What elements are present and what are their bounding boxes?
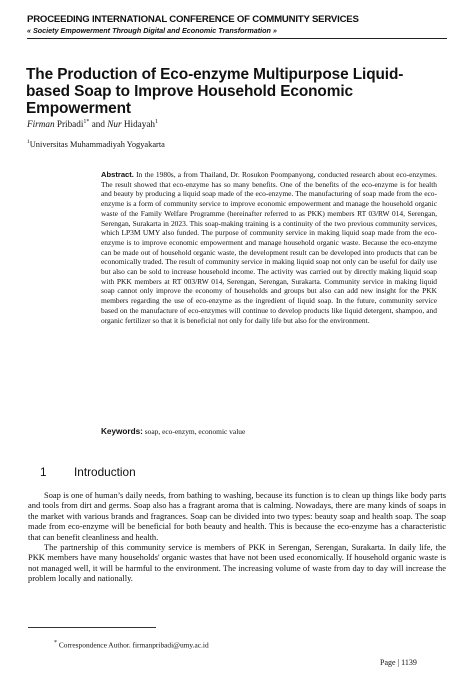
author-1-first-name: Firman (27, 119, 55, 130)
author-1-marker: 1* (83, 119, 90, 125)
footnote (54, 640, 209, 649)
author-1-last-name: Pribadi (54, 119, 84, 130)
keywords-text: soap, eco-enzym, economic value (142, 427, 246, 436)
body-paragraph: Soap is one of human’s daily needs, from bathing to washing, because its function is to clean up things like body parts and tools from dirt and germs. Soap also has a fragrant aroma that is calming. Nowadays, there are many kinds of soaps in the market with various brands and fragrances. Soap can be divided into two types: beauty soap and health soap. The soap made from eco-enzyme will be beneficial for both beauty and health. This is because the eco-enzyme has a characteristic that can benefit cleanliness and health. (28, 490, 446, 542)
section-number: 1 (40, 465, 47, 479)
author-2-marker: 1 (155, 119, 158, 125)
footnote-text: Correspondence Author. firmanpribadi@umy.ac.id (57, 640, 209, 650)
affiliation (27, 139, 165, 149)
section-body (28, 490, 446, 584)
footnote-marker: * (54, 640, 57, 646)
conference-title: PROCEEDING INTERNATIONAL CONFERENCE OF COMMUNITY SERVICES (27, 14, 359, 25)
conference-tagline: « Society Empowerment Through Digital and Economic Transformation » (27, 26, 277, 35)
abstract-block (101, 170, 437, 325)
keywords-label: Keywords: (101, 427, 143, 436)
section-title: Introduction (74, 465, 136, 479)
paper-title: The Production of Eco-enzyme Multipurpose Liquid-based Soap to Improve Household Economic Empowerment (26, 66, 404, 117)
footnote-divider (28, 627, 156, 628)
author-2-first-name: Nur (107, 119, 122, 130)
keywords-line (101, 427, 245, 436)
author-line (27, 119, 158, 129)
abstract-label: Abstract. (101, 170, 134, 179)
author-conjunction: and (89, 119, 108, 130)
page-number: Page | 1139 (380, 658, 417, 667)
affiliation-text: Universitas Muhammadiyah Yogyakarta (29, 139, 165, 149)
body-paragraph: The partnership of this community service is members of PKK in Serengan, Serengan, Surakarta. In daily life, the PKK members have many households' organic wastes that have not been used economically. If household organic waste is not managed well, it will be harmful to the environment. The increasing volume of waste from day to day will increase the problem locally and nationally. (28, 542, 446, 584)
section-heading (40, 465, 136, 479)
header-divider (27, 38, 447, 39)
author-2-last-name: Hidayah (121, 119, 155, 130)
abstract-text: In the 1980s, a from Thailand, Dr. Rosukon Poompanyong, conducted research about eco-enzymes. The result showed that eco-enzyme has so many benefits. One of the benefits of the eco-enzyme is for health and beauty by producing a liquid soap made of the eco-enzyme. The manufacturing of soap made from the eco-enzyme is a form of community service to improve economic empowerment and manage the household organic waste of the Family Welfare Programme (hereinafter referred to as PKK) members RT 03/RW 014, Serengan, Serengan, Surakarta in 2023. This soap-making training is a continuity of the two previous community services, which LP3M UMY also funded. The purpose of community service in making liquid soap made from the eco-enzyme is to improve economic empowerment and manage household organic waste. Because the eco-enzyme can be made out of household organic waste, the development result can be developed into products that can be economically traded. The result of community service in making liquid soap not only can be useful for daily use but also can be sold to increase household income. The activity was carried out by directly making liquid soap with PKK members at RT 003/RW 014, Serengan, Serengan, Surakarta. Community service in making liquid soap cannot only improve the economy of households and groups but also can add new insight for the PKK members regarding the use of eco-enzyme as the ingredient of liquid soap. In the future, community service based on the manufacture of eco-enzymes will continue to develop products like liquid detergent, shampoo, and organic fertilizer so that it is beneficial not only for daily life but also for the environment. (101, 170, 437, 325)
affiliation-marker: 1 (27, 139, 30, 145)
